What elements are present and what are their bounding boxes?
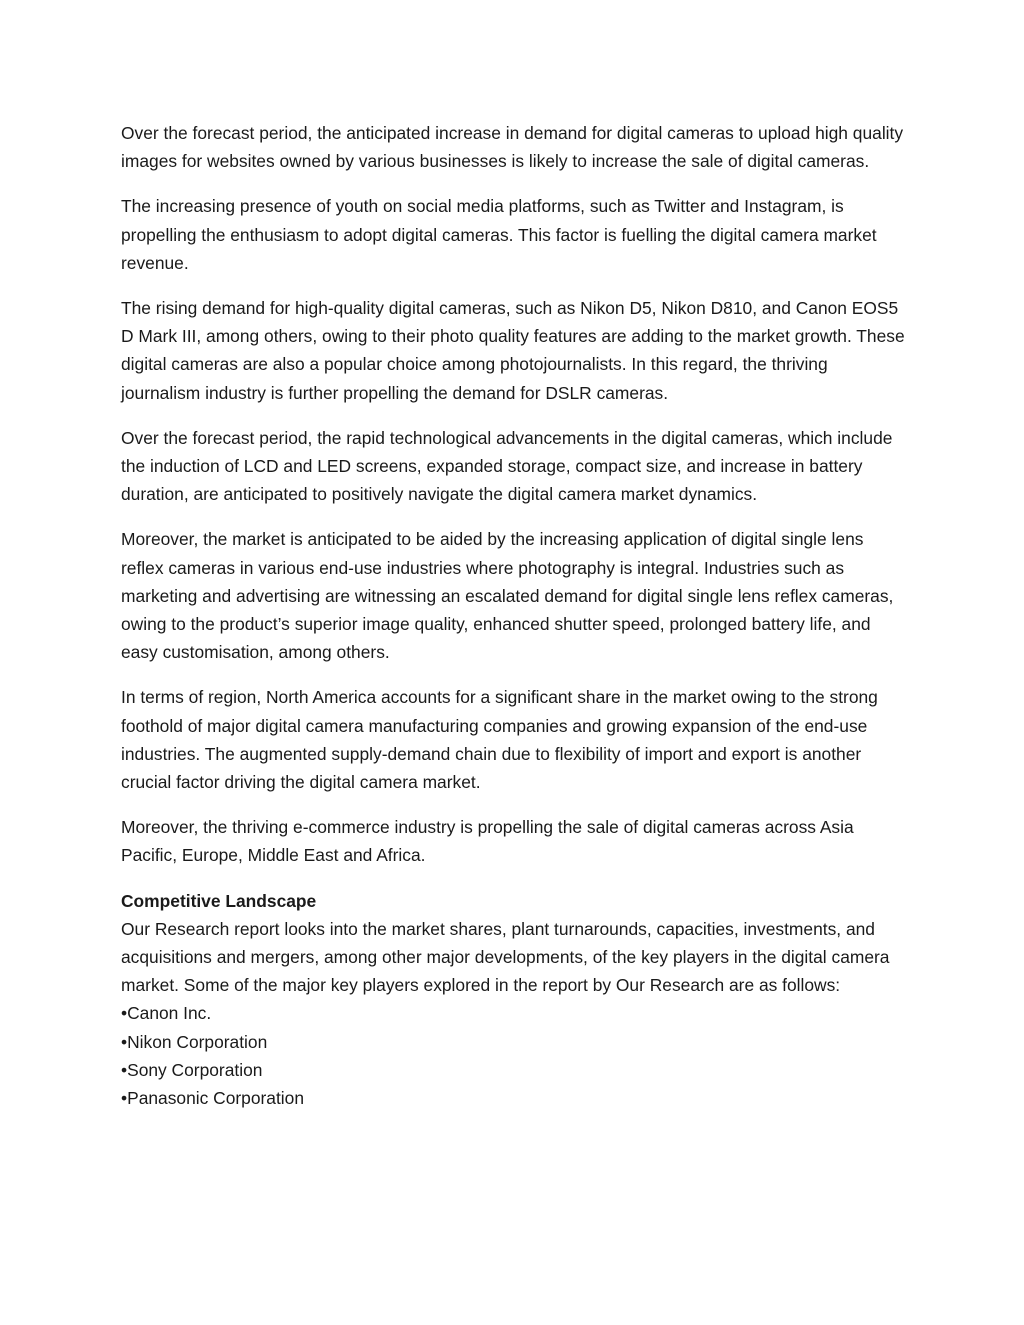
paragraph-e-commerce: Moreover, the thriving e-commerce industry is propelling the sale of digital cameras across Asia Pacific, Europe, Middle East and Africa.	[121, 817, 854, 866]
paragraph-demand-websites: Over the forecast period, the anticipated increase in demand for digital cameras to upload high quality images for websites owned by various businesses is likely to increase the sale of digital cameras.	[121, 123, 904, 172]
list-item-nikon: •Nikon Corporation	[121, 1031, 268, 1052]
list-item-sony: •Sony Corporation	[121, 1059, 263, 1080]
competitive-landscape-section	[121, 887, 907, 1113]
list-item-canon: •Canon Inc.	[121, 1003, 212, 1024]
section-heading: Competitive Landscape	[121, 890, 317, 911]
paragraph-social-media: The increasing presence of youth on social media platforms, such as Twitter and Instagram, is propelling the enthusiasm to adopt digital cameras. This factor is fuelling the digital camera market revenue.	[121, 196, 877, 273]
paragraph-dslr-applications: Moreover, the market is anticipated to be aided by the increasing application of digital single lens reflex cameras in various end-use industries where photography is integral. Industries such as marketing and advertising are witnessing an escalated demand for digital single lens reflex cameras, owing to the product’s superior image quality, enhanced shutter speed, prolonged battery life, and easy customisation, among others.	[121, 529, 894, 663]
paragraph-north-america: In terms of region, North America accounts for a significant share in the market owing to the strong foothold of major digital camera manufacturing companies and growing expansion of the end-use industries. The augmented supply-demand chain due to flexibility of import and export is another crucial factor driving the digital camera market.	[121, 687, 878, 793]
document-page	[121, 119, 907, 1112]
list-item-panasonic: •Panasonic Corporation	[121, 1088, 305, 1109]
paragraph-high-quality-cameras: The rising demand for high-quality digital cameras, such as Nikon D5, Nikon D810, and Canon EOS5 D Mark III, among others, owing to their photo quality features are adding to the market growth. These digital cameras are also a popular choice among photojournalists. In this regard, the thriving journalism industry is further propelling the demand for DSLR cameras.	[121, 298, 905, 403]
paragraph-tech-advancements: Over the forecast period, the rapid technological advancements in the digital cameras, which include the induction of LCD and LED screens, expanded storage, compact size, and increase in battery duration, are anticipated to positively navigate the digital camera market dynamics.	[121, 427, 893, 505]
key-players-list	[121, 999, 907, 1112]
competitive-intro: Our Research report looks into the market shares, plant turnarounds, capacities, investments, and acquisitions and mergers, among other major developments, of the key players in the digital camera market. Some of the major key players explored in the report by Our Research are as follows:	[121, 918, 890, 996]
